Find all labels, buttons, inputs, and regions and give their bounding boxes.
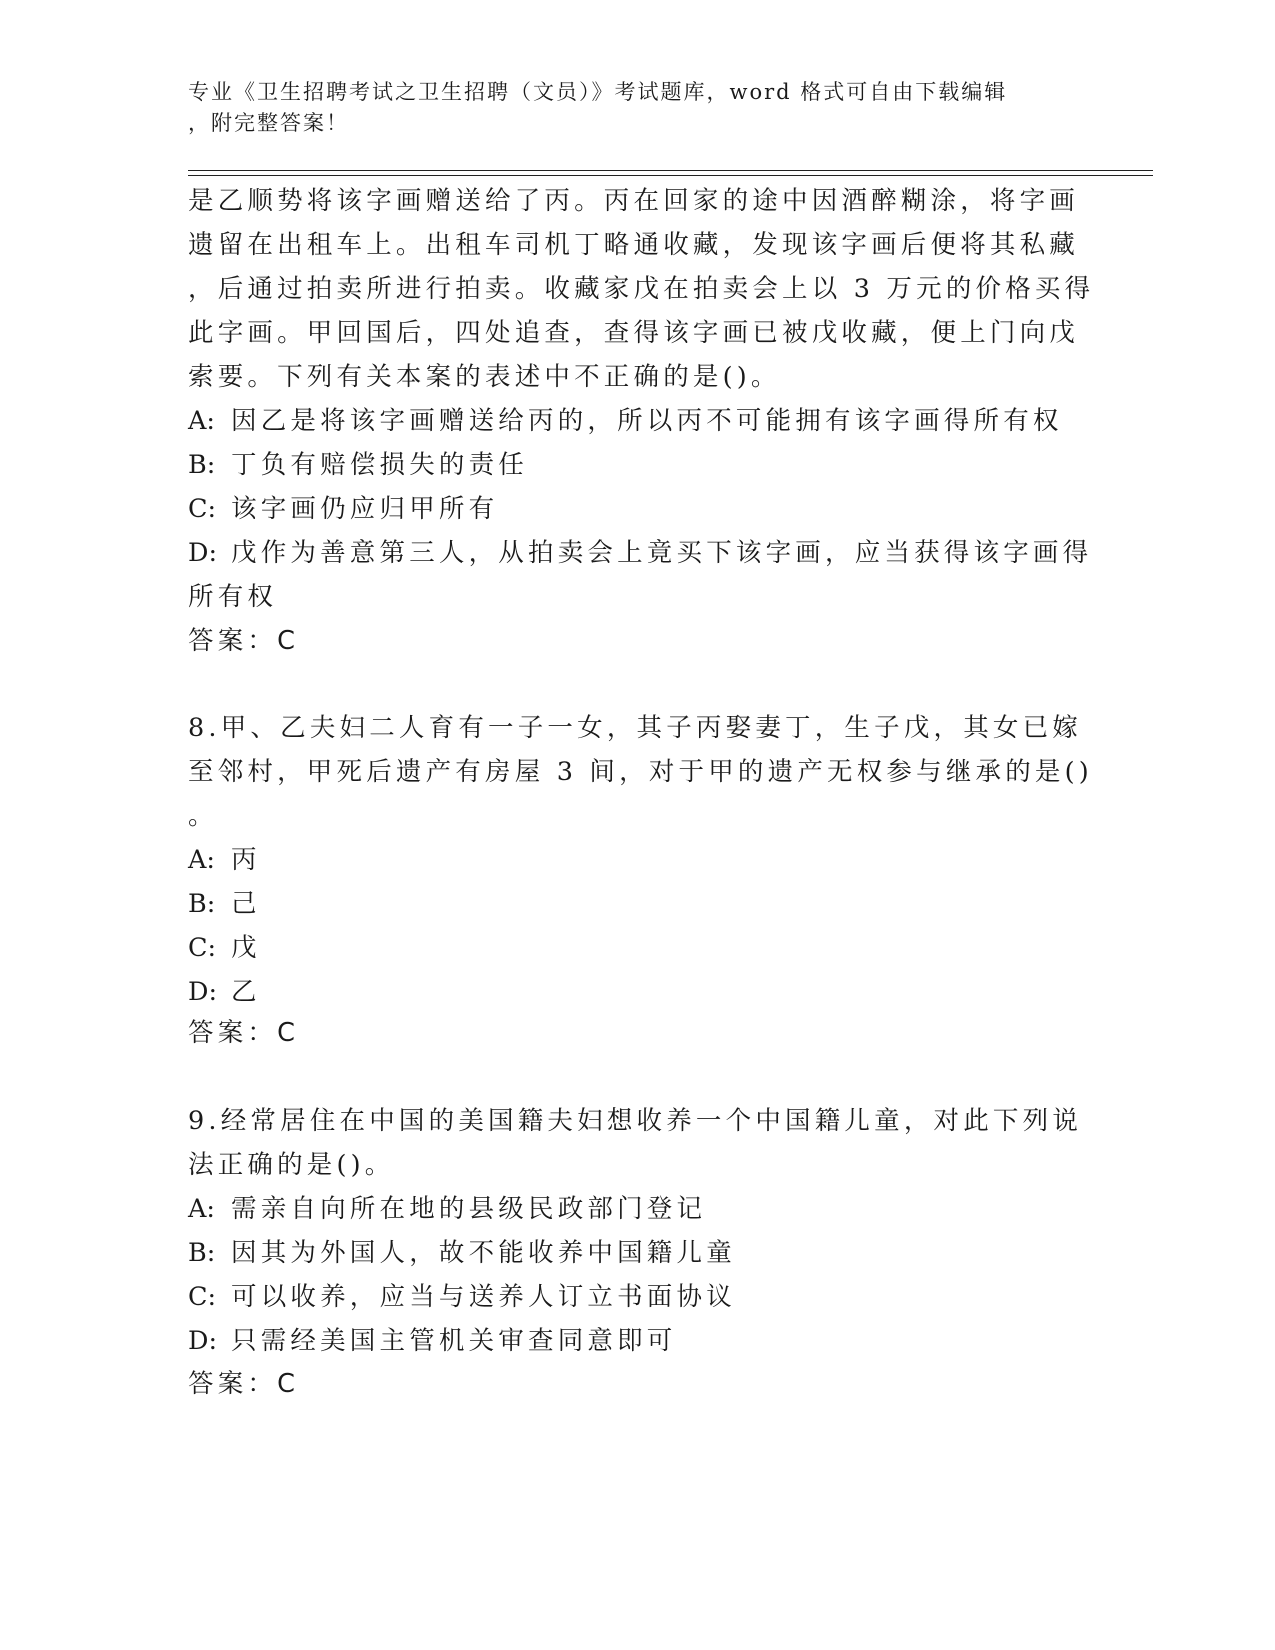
q8-stem-line: 至邻村，甲死后遗产有房屋 3 间，对于甲的遗产无权参与继承的是() bbox=[188, 757, 1093, 787]
q7-answer: 答案：C bbox=[188, 626, 300, 656]
option-key: D: bbox=[188, 538, 218, 568]
q8-option-c bbox=[188, 933, 261, 963]
q7-option-c bbox=[188, 494, 499, 524]
q7-stem-line: 遗留在出租车上。出租车司机丁略通收藏，发现该字画后便将其私藏 bbox=[188, 230, 1080, 260]
option-text: 因乙是将该字画赠送给丙的，所以丙不可能拥有该字画得所有权 bbox=[231, 406, 1063, 436]
option-key: D: bbox=[188, 977, 218, 1007]
option-text: 该字画仍应归甲所有 bbox=[231, 494, 499, 524]
q8-option-b bbox=[188, 889, 261, 919]
q7-stem-line: 是乙顺势将该字画赠送给了丙。丙在回家的途中因酒醉糊涂，将字画 bbox=[188, 186, 1080, 216]
q8-stem-line: 8.甲、乙夫妇二人育有一子一女，其子丙娶妻丁，生子戊，其女已嫁 bbox=[188, 713, 1083, 743]
option-text: 己 bbox=[231, 889, 261, 919]
q8-answer: 答案：C bbox=[188, 1018, 300, 1048]
option-text: 丙 bbox=[231, 845, 261, 875]
option-key: A: bbox=[188, 406, 216, 436]
header-rule-bottom bbox=[188, 175, 1153, 176]
q8-stem-line: 。 bbox=[188, 801, 218, 831]
option-text: 可以收养，应当与送养人订立书面协议 bbox=[231, 1282, 736, 1312]
option-text: 乙 bbox=[231, 977, 261, 1007]
option-key: C: bbox=[188, 933, 217, 963]
q9-stem-line: 9.经常居住在中国的美国籍夫妇想收养一个中国籍儿童，对此下列说 bbox=[188, 1106, 1083, 1136]
q8-option-a bbox=[188, 845, 261, 875]
q9-option-a bbox=[188, 1194, 707, 1224]
q9-option-c bbox=[188, 1282, 736, 1312]
option-key: C: bbox=[188, 1282, 217, 1312]
q8-option-d bbox=[188, 977, 261, 1007]
q7-stem-line: 索要。下列有关本案的表述中不正确的是()。 bbox=[188, 362, 781, 392]
q9-stem-line: 法正确的是()。 bbox=[188, 1150, 395, 1180]
q7-stem-line: 此字画。甲回国后，四处追查，查得该字画已被戊收藏，便上门向戊 bbox=[188, 318, 1080, 348]
header-title-line2: ，附完整答案！ bbox=[188, 111, 349, 135]
option-key: C: bbox=[188, 494, 217, 524]
q7-option-d-continued: 所有权 bbox=[188, 582, 278, 612]
q7-stem-line: ，后通过拍卖所进行拍卖。收藏家戊在拍卖会上以 3 万元的价格买得 bbox=[188, 274, 1095, 304]
option-key: B: bbox=[188, 450, 216, 480]
option-key: B: bbox=[188, 889, 216, 919]
option-key: D: bbox=[188, 1326, 218, 1356]
q7-option-a bbox=[188, 406, 1063, 436]
q9-option-d bbox=[188, 1326, 677, 1356]
q9-answer: 答案：C bbox=[188, 1369, 300, 1399]
option-key: A: bbox=[188, 1194, 216, 1224]
option-text: 因其为外国人，故不能收养中国籍儿童 bbox=[231, 1238, 736, 1268]
header-rule-top bbox=[188, 170, 1153, 171]
q9-option-b bbox=[188, 1238, 736, 1268]
q7-option-b bbox=[188, 450, 529, 480]
option-text: 只需经美国主管机关审查同意即可 bbox=[231, 1326, 677, 1356]
option-text: 戊 bbox=[231, 933, 261, 963]
option-key: A: bbox=[188, 845, 216, 875]
header-title-line1: 专业《卫生招聘考试之卫生招聘（文员）》考试题库，word 格式可自由下载编辑 bbox=[188, 80, 1008, 104]
option-key: B: bbox=[188, 1238, 216, 1268]
option-text: 需亲自向所在地的县级民政部门登记 bbox=[231, 1194, 707, 1224]
option-text: 戊作为善意第三人，从拍卖会上竟买下该字画，应当获得该字画得 bbox=[231, 538, 1093, 568]
option-text: 丁负有赔偿损失的责任 bbox=[231, 450, 529, 480]
q7-option-d bbox=[188, 538, 1093, 568]
